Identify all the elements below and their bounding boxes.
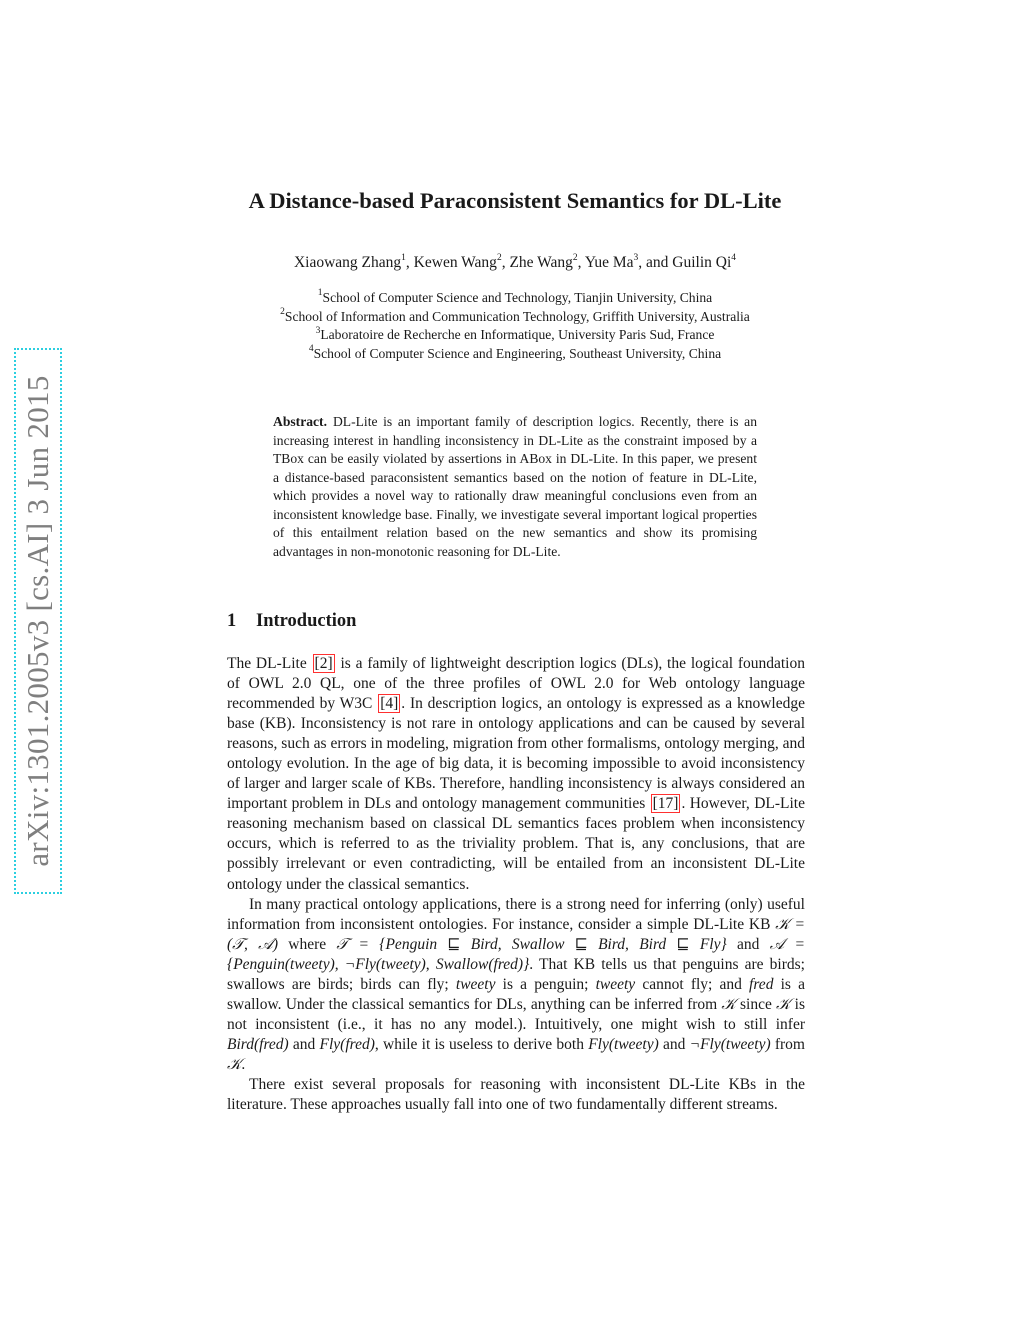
text-run: , while it is useless to derive both — [374, 1035, 589, 1053]
text-run: is a penguin; — [495, 975, 596, 993]
abstract-text: DL-Lite is an important family of description logics. Recently, there is an increasing interest in handling inconsistency in DL-Lite as the constraint imposed by a TBox can be easily violated by assertions in ABox in DL-Lite. In this paper, we present a distance-based paraconsistent semantics based on the notion of feature in DL-Lite, which provides a novel way to rationally draw meaningful conclusions even from an inconsistent knowledge base. Finally, we investigate several important logical properties of this entailment relation based on the new semantics and show its promising advantages in non-monotonic reasoning for DL-Lite. — [273, 414, 757, 559]
author-separator: , — [405, 254, 414, 271]
abstract-label: Abstract. — [273, 414, 327, 429]
text-run: . However, DL-Lite reasoning mechanism based on classical DL semantics faces problem when inconsistency occurs, which is referred to as the triviality problem. That is, any conclusions, that are possibly irrelevant or even contradicting, will be entailed from an inconsistent DL-Lite ontology under the classical semantics. — [227, 795, 805, 893]
section-title: Introduction — [256, 611, 357, 631]
math-symbol: 𝒦 — [721, 995, 736, 1013]
author-affiliation-mark: 2 — [572, 252, 578, 263]
math-term: Bird(fred) — [227, 1035, 289, 1053]
math-symbol: 𝒦 — [776, 995, 791, 1013]
paper-title: A Distance-based Paraconsistent Semantics for DL-Lite — [248, 188, 782, 213]
text-run: and — [288, 1035, 320, 1053]
text-run: and — [658, 1035, 690, 1053]
author-name: Kewen Wang — [413, 254, 497, 271]
author-name: Yue Ma — [584, 254, 634, 271]
affiliation-mark: 2 — [280, 307, 285, 318]
text-run: The DL-Lite — [227, 655, 312, 672]
affiliation-mark: 3 — [315, 325, 321, 336]
text-run: is not inconsistent (i.e., it has no any model.). Intuitively, one might wish to still infer — [227, 995, 805, 1033]
citation-link[interactable]: [2] — [314, 655, 333, 672]
paragraph-2 — [227, 895, 805, 1075]
author-affiliation-mark: 2 — [496, 252, 502, 263]
author-affiliation-mark: 1 — [401, 252, 406, 263]
author-list — [200, 254, 830, 272]
math-term: Fly(fred) — [319, 1035, 375, 1053]
math-term: tweety — [455, 975, 496, 993]
citation-link[interactable]: [4] — [380, 695, 399, 713]
author-affiliation-mark: 4 — [731, 252, 737, 263]
affiliation-text: School of Computer Science and Engineering, Southeast University, China — [313, 345, 722, 361]
author-separator: , — [501, 254, 510, 271]
section-number: 1 — [227, 611, 237, 631]
math-term: ¬Fly(tweety) — [689, 1035, 771, 1053]
author-separator: , and — [638, 254, 673, 271]
arxiv-stamp-container — [14, 348, 62, 894]
math-term: tweety — [595, 975, 636, 993]
math-term: Fly(tweety) — [588, 1035, 659, 1053]
text-run: In many practical ontology applications, there is a strong need for inferring (only) useful information from inconsistent ontologies. For instance, consider a simple DL-Lite KB — [227, 895, 805, 933]
affiliation-item — [200, 289, 830, 308]
text-run: . In description logics, an ontology is expressed as a knowledge base (KB). Inconsistency is not rare in ontology applications and can be caused by several reasons, such as errors in modeling, migration from other formalisms, ontology merging, and ontology evolution. In the age of big data, it is becoming impossible to avoid inconsistency of larger and larger scale of KBs. Therefore, handling inconsistency is always considered an important problem in DLs and ontology management communities — [227, 695, 805, 813]
affiliation-text: School of Information and Communication Technology, Griffith University, Australia — [284, 308, 750, 324]
text-run: is a swallow. Under the classical semantics for DLs, anything can be inferred from — [227, 975, 805, 1013]
citation-link[interactable]: [17] — [652, 795, 679, 813]
paragraph-1 — [227, 654, 805, 895]
affiliation-item — [200, 326, 830, 345]
author-separator: , — [577, 254, 585, 271]
text-run: where — [278, 935, 337, 953]
text-run: from — [770, 1035, 805, 1053]
text-run: cannot fly; and — [635, 975, 750, 993]
author-name: Xiaowang Zhang — [293, 254, 402, 271]
text-run: . That KB tells us that penguins are birds; swallows are birds; birds can fly; — [227, 955, 805, 993]
author-name: Guilin Qi — [672, 254, 732, 271]
affiliation-text: Laboratoire de Recherche en Informatique, University Paris Sud, France — [320, 327, 715, 343]
math-tbox-definition: 𝒯 = {Penguin ⊑ Bird, Swallow ⊑ Bird, Bird ⊑ Fly} — [336, 935, 727, 953]
section-heading-introduction — [227, 611, 356, 632]
introduction-body — [227, 654, 805, 1115]
math-term: fred — [749, 975, 774, 993]
affiliation-text: School of Computer Science and Technology, Tianjin University, China — [322, 290, 713, 305]
math-symbol: 𝒦 — [227, 1055, 242, 1073]
abstract — [273, 413, 757, 561]
math-abox-definition: 𝒜 = {Penguin(tweety), ¬Fly(tweety), Swallow(fred)} — [227, 935, 805, 973]
paragraph-3: There exist several proposals for reasoning with inconsistent DL-Lite KBs in the literature. These approaches usually fall into one of two fundamentally different streams. — [227, 1075, 805, 1114]
math-kb-definition: 𝒦 = (𝒯, 𝒜) — [227, 915, 805, 953]
affiliation-mark: 1 — [317, 288, 323, 299]
author-name: Zhe Wang — [509, 254, 573, 271]
text-run: and — [726, 935, 770, 953]
author-affiliation-mark: 3 — [633, 252, 639, 263]
affiliation-item — [200, 308, 830, 327]
affiliation-item — [200, 345, 830, 364]
affiliation-list — [200, 289, 830, 363]
text-run: . — [241, 1055, 246, 1073]
arxiv-stamp[interactable]: arXiv:1301.2005v3 [cs.AI] 3 Jun 2015 — [14, 348, 62, 894]
text-run: is a family of lightweight description logics (DLs), the logical foundation of OWL 2.0 QL, one of the three profiles of OWL 2.0 for Web ontology language recommended by W3C — [227, 655, 805, 713]
affiliation-mark: 4 — [308, 344, 314, 355]
text-run: since — [735, 995, 777, 1013]
